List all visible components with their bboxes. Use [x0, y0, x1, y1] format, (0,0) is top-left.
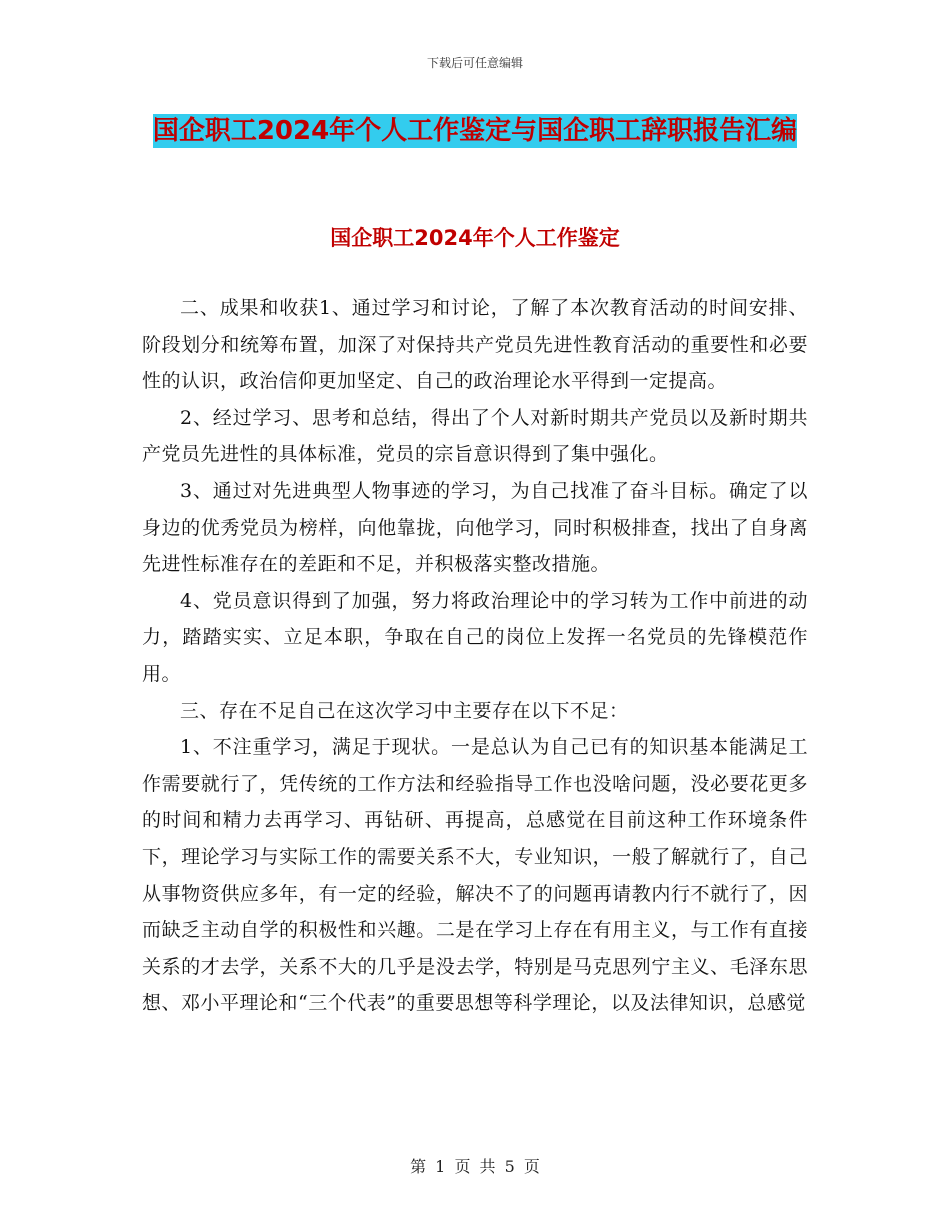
- paragraph: 2、经过学习、思考和总结，得出了个人对新时期共产党员以及新时期共产党员先进性的具体标准，党员的宗旨意识得到了集中强化。: [142, 406, 808, 466]
- paragraph: 1、不注重学习，满足于现状。一是总认为自己已有的知识基本能满足工作需要就行了，凭传统的工作方法和经验指导工作也没啥问题，没必要花更多的时间和精力去再学习、再钻研、再提高，总感觉在目前这种工作环境条件下，理论学习与实际工作的需要关系不大，专业知识，一般了解就行了，自己从事物资供应多年，有一定的经验，解决不了的问题再请教内行不就行了，因而缺乏主动自学的积极性和兴趣。二是在学习上存在有用主义，与工作有直接关系的才去学，关系不大的几乎是没去学，特别是马克思列宁主义、毛泽东思想、邓小平理论和“三个代表”的重要思想等科学理论，以及法律知识，总感觉: [142, 736, 808, 1015]
- paragraph: 4、党员意识得到了加强，努力将政治理论中的学习转为工作中前进的动力，踏踏实实、立足本职，争取在自己的岗位上发挥一名党员的先锋模范作用。: [142, 589, 808, 685]
- page-number-footer: 第 1 页 共 5 页: [410, 1157, 540, 1176]
- paragraph: 二、成果和收获1、通过学习和讨论，了解了本次教育活动的时间安排、阶段划分和统筹布置，加深了对保持共产党员先进性教育活动的重要性和必要性的认识，政治信仰更加坚定、自己的政治理论水平得到一定提高。: [142, 297, 808, 393]
- body-text: [142, 290, 808, 1022]
- paragraph: 3、通过对先进典型人物事迹的学习，为自己找准了奋斗目标。确定了以身边的优秀党员为榜样，向他靠拢，向他学习，同时积极排查，找出了自身离先进性标准存在的差距和不足，并积极落实整改措施。: [142, 479, 808, 576]
- header-note: 下载后可任意编辑: [426, 56, 523, 70]
- paragraph: 三、存在不足自己在这次学习中主要存在以下不足：: [180, 699, 629, 722]
- document-title: [140, 110, 810, 153]
- section-title: 国企职工2024年个人工作鉴定: [330, 226, 620, 250]
- document-title-text: 国企职工2024年个人工作鉴定与国企职工辞职报告汇编: [152, 116, 798, 146]
